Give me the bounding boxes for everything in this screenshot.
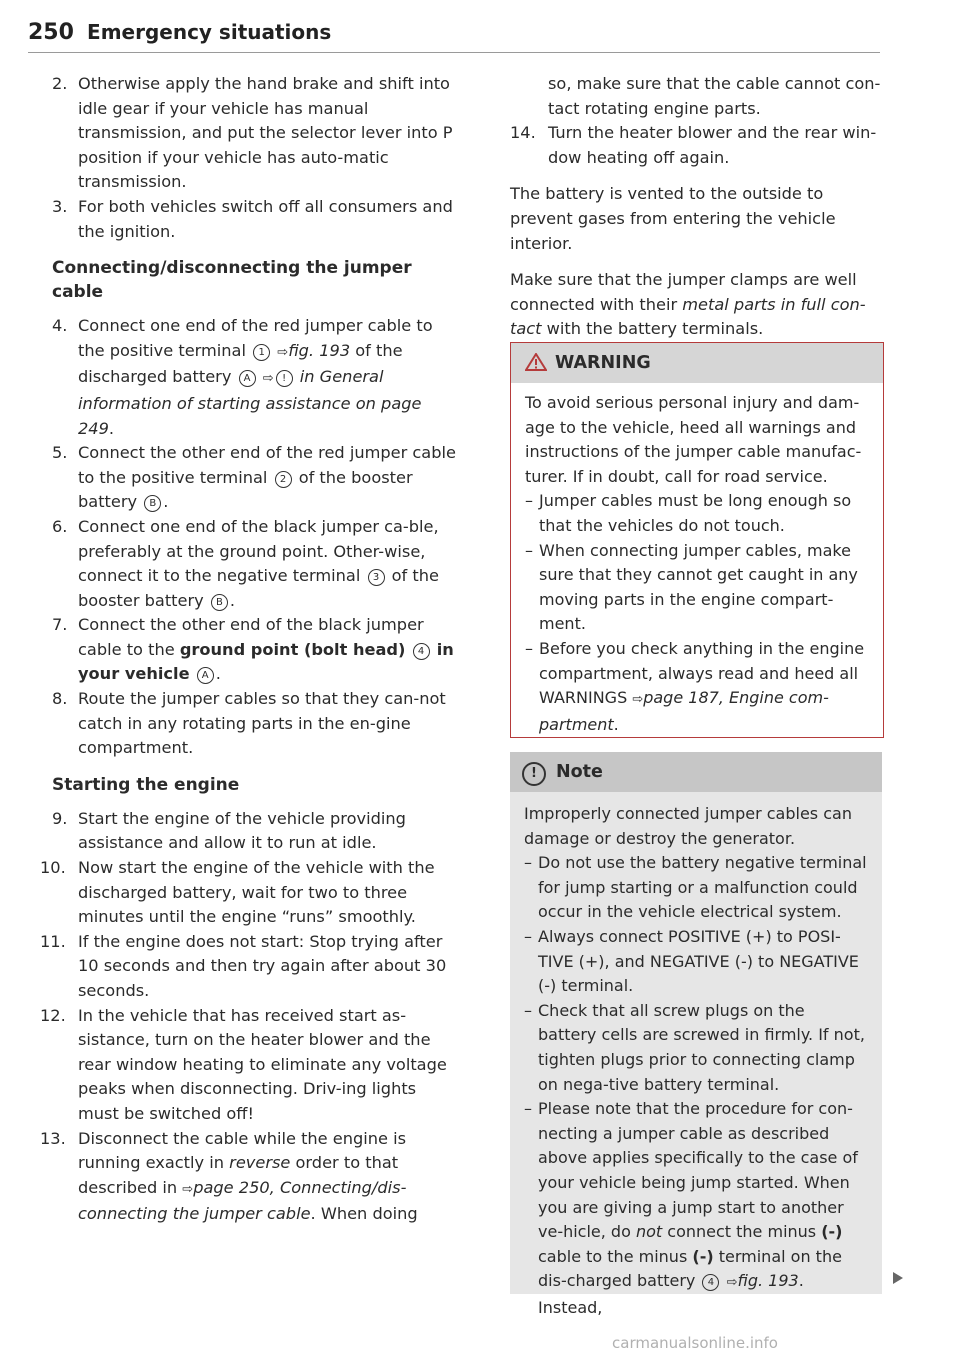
note-bullet: – Check that all screw plugs on the battery cells are screwed in firmly. If not, tighten plugs prior to connecting clamp on nega-tive battery terminal. — [524, 999, 868, 1097]
note-header — [510, 752, 882, 792]
step-7 — [52, 613, 462, 687]
bold-text: ground point (bolt head) — [179, 639, 406, 659]
punctuation: . — [108, 418, 115, 438]
position-4-icon: 4 — [702, 1274, 719, 1291]
step-text: order to that described in — [78, 1153, 399, 1197]
step-text: Connect one end of the red jumper cable to the positive terminal — [78, 316, 433, 360]
note-body — [510, 792, 882, 1320]
step-5 — [52, 441, 462, 515]
label-b-icon: B — [211, 594, 228, 611]
warning-triangle-icon — [525, 353, 547, 371]
step-text: Connect one end of the black jumper ca-ble, preferably at the ground point. Other-wise, connect it to the negative terminal — [78, 516, 439, 586]
warning-bullet: – When connecting jumper cables, make sure that they cannot get caught in any moving parts in the engine compart-ment. — [525, 539, 869, 637]
warning-header — [511, 343, 883, 383]
bold-text: (-) — [692, 1246, 714, 1266]
heading-connecting: Connecting/disconnecting the jumper cable — [52, 258, 412, 303]
step-text: Otherwise apply the hand brake and shift into idle gear if your vehicle has manual transmission, and put the selector lever into P position if your vehicle has auto-matic transmission. — [78, 74, 453, 192]
arrow-right-icon: ⇨ — [277, 344, 289, 360]
paragraph-clamps — [510, 268, 882, 342]
figure-link[interactable]: fig. 193 — [288, 340, 351, 360]
continue-arrow-icon — [893, 1272, 903, 1284]
punctuation: . — [613, 714, 619, 734]
step-text: . When doing — [310, 1204, 418, 1224]
step-text: Start the engine of the vehicle providing assistance and allow it to run at idle. — [78, 808, 406, 853]
step-number: 13. — [40, 1128, 66, 1148]
position-3-icon: 3 — [368, 569, 385, 586]
arrow-right-icon: ⇨ — [632, 692, 644, 708]
left-column — [40, 72, 462, 1227]
position-2-icon: 2 — [275, 471, 292, 488]
paragraph-text: Make sure that the jumper clamps are well connected with their — [510, 270, 857, 314]
note-box — [510, 752, 882, 1317]
note-intro: Improperly connected jumper cables can damage or destroy the generator. — [524, 804, 852, 848]
paragraph-text: with the battery terminals. — [546, 319, 764, 339]
bullet-text: cable to the minus — [538, 1246, 688, 1266]
step-13 — [40, 1127, 462, 1227]
step-text: so, make sure that the cable cannot con-tact rotating engine parts. — [548, 74, 881, 118]
page-header — [28, 20, 880, 54]
note-title: Note — [556, 762, 603, 782]
page-reference-link[interactable]: page 187, Engine com-partment — [539, 688, 829, 734]
step-11 — [40, 930, 462, 1004]
page-number: 250 — [28, 20, 74, 45]
step-number: 7. — [52, 615, 68, 635]
warning-bullet — [525, 637, 869, 737]
bold-text: in your vehicle — [78, 639, 454, 684]
emphasis-text: not — [635, 1222, 663, 1242]
bullet-text: terminal on the dis-charged battery — [538, 1246, 842, 1291]
step-number: 14. — [510, 123, 536, 143]
step-4 — [52, 314, 462, 441]
step-2 — [52, 72, 462, 195]
paragraph-vented: The battery is vented to the outside to prevent gases from entering the vehicle interior. — [510, 184, 836, 253]
label-a-icon: A — [239, 370, 256, 387]
warning-title: WARNING — [555, 353, 651, 373]
watermark: carmanualsonline.info — [612, 1334, 778, 1352]
step-number: 9. — [52, 808, 68, 828]
step-text: In the vehicle that has received start as-sistance, turn on the heater blower and the rear window heating to eliminate any voltage peaks when disconnecting. Driv-ing lights must be switched off! — [78, 1005, 447, 1123]
step-10 — [40, 856, 462, 930]
step-text: If the engine does not start: Stop trying after 10 seconds and then try again after about 30 seconds. — [78, 931, 447, 1000]
warning-box — [510, 342, 884, 738]
step-13-continued — [510, 72, 882, 121]
bullet-text: connect the minus — [667, 1222, 817, 1242]
step-number: 12. — [40, 1005, 66, 1025]
step-text: Turn the heater blower and the rear win-dow heating off again. — [548, 123, 877, 167]
label-a-icon: A — [197, 667, 214, 684]
punctuation: . — [229, 590, 236, 610]
step-number: 10. — [40, 858, 66, 878]
bullet-text: Please note that the procedure for con-necting a jumper cable as described above applies specifically to the case of your vehicle being jump started. When you are giving a jump start to another ve-hicle, do — [538, 1099, 858, 1242]
arrow-right-icon: ⇨ — [726, 1275, 738, 1291]
arrow-right-icon: ⇨ — [182, 1181, 194, 1197]
figure-link[interactable]: fig. 193 — [737, 1271, 799, 1291]
emphasis-text: metal parts in full con-tact — [510, 294, 866, 339]
right-column — [510, 72, 882, 342]
header-divider — [28, 52, 880, 53]
position-1-icon: 1 — [253, 344, 270, 361]
step-text: Now start the engine of the vehicle with the discharged battery, wait for two to three minutes until the engine “runs” smoothly. — [78, 858, 435, 927]
step-6 — [52, 515, 462, 613]
step-number: 8. — [52, 689, 68, 709]
step-number: 11. — [40, 931, 66, 951]
note-bullet — [524, 1097, 868, 1320]
step-8 — [52, 687, 462, 761]
info-icon: ! — [276, 370, 293, 387]
step-text: Connect the other end of the red jumper cable to the positive terminal — [78, 443, 456, 487]
note-bullet: – Do not use the battery negative terminal for jump starting or a malfunction could occur in the vehicle electrical system. — [524, 851, 868, 925]
heading-starting: Starting the engine — [52, 774, 240, 795]
punctuation: . — [215, 664, 221, 684]
step-text: of the discharged battery — [78, 340, 403, 387]
step-number: 5. — [52, 443, 68, 463]
step-3 — [52, 195, 462, 244]
step-text: Connect the other end of the black jumper cable to the — [78, 615, 424, 659]
step-text: Disconnect the cable while the engine is running exactly in — [78, 1128, 407, 1173]
page-reference-link[interactable]: page 250, Connecting/dis-connecting the jumper cable — [78, 1177, 407, 1224]
step-text: For both vehicles switch off all consumers and the ignition. — [78, 196, 453, 241]
bold-text: (-) — [821, 1222, 843, 1242]
bullet-text: Before you check anything in the engine compartment, always read and heed all WARNINGS — [539, 638, 865, 708]
label-b-icon: B — [144, 495, 161, 512]
step-text: of the booster battery — [78, 467, 413, 512]
step-number: 3. — [52, 196, 68, 216]
note-bullet: – Always connect POSITIVE (+) to POSI-TIVE (+), and NEGATIVE (-) to NEGATIVE (-) terminal. — [524, 925, 868, 999]
note-info-icon: ! — [522, 762, 546, 786]
chapter-title: Emergency situations — [87, 20, 332, 44]
step-number: 2. — [52, 74, 68, 93]
step-9 — [52, 807, 462, 856]
emphasis-text: reverse — [229, 1153, 291, 1173]
page-reference-link[interactable]: in General information of starting assistance on page 249 — [78, 367, 422, 438]
warning-intro: To avoid serious personal injury and dam-age to the vehicle, heed all warnings and instructions of the jumper cable manufac-turer. If in doubt, call for road service. — [525, 393, 862, 486]
bullet-text: . Instead, — [538, 1271, 804, 1317]
step-text: of the booster battery — [78, 566, 439, 610]
step-number: 6. — [52, 516, 68, 536]
warning-body — [511, 383, 883, 737]
position-4-icon: 4 — [413, 643, 430, 660]
step-number: 4. — [52, 316, 68, 336]
punctuation: . — [163, 492, 169, 512]
warning-bullet: – Jumper cables must be long enough so that the vehicles do not touch. — [525, 489, 869, 538]
arrow-right-icon: ⇨ — [262, 371, 274, 387]
step-text: Route the jumper cables so that they can-not catch in any rotating parts in the en-gine compartment. — [78, 689, 446, 758]
step-12 — [40, 1004, 462, 1127]
step-14 — [510, 121, 882, 170]
